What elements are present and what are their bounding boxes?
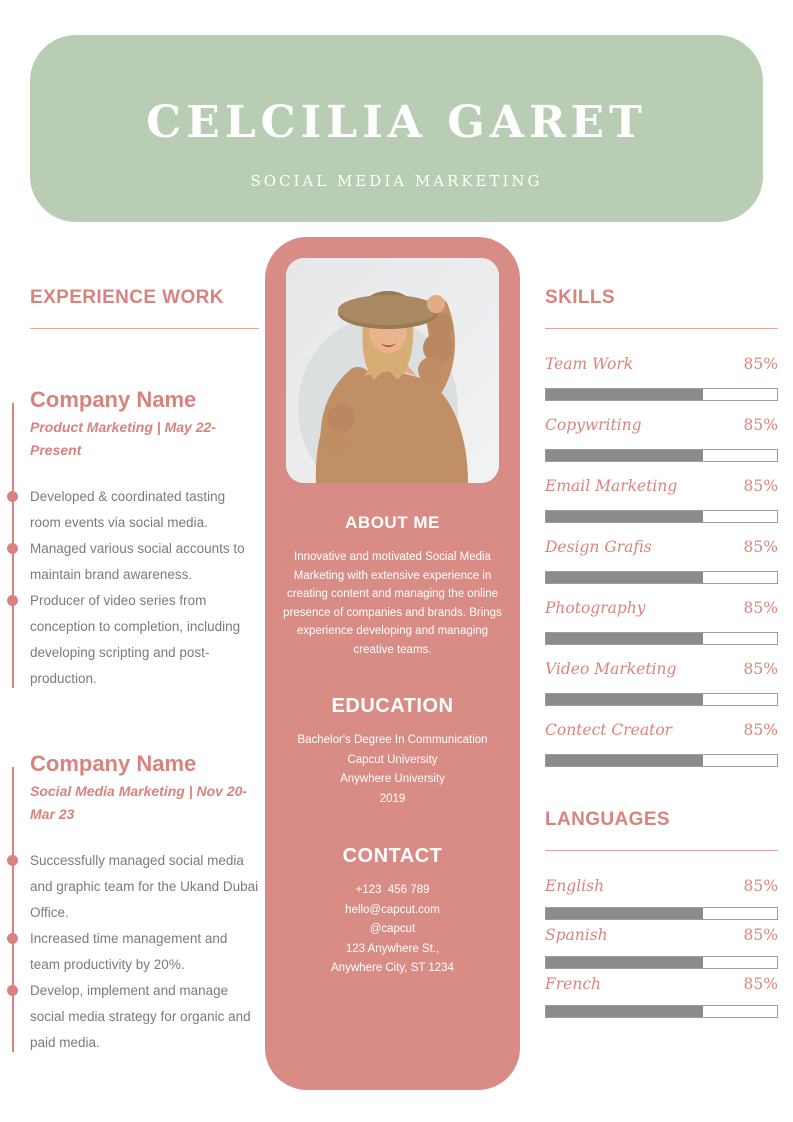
- skills-section: [545, 287, 778, 1024]
- language-percent: 85%: [743, 975, 778, 993]
- language-percent: 85%: [743, 877, 778, 895]
- contact-heading: CONTACT: [342, 845, 443, 867]
- education-school: Capcut University: [347, 753, 438, 766]
- skill-item: [545, 660, 778, 706]
- skill-label: Video Marketing: [545, 660, 677, 678]
- skill-label: Photography: [545, 599, 646, 617]
- job-entry: [30, 387, 259, 692]
- timeline-line: [12, 767, 14, 1052]
- skill-bar-fill: [546, 633, 703, 644]
- skill-bar: [545, 449, 778, 462]
- language-bar: [545, 1005, 778, 1018]
- skill-bar: [545, 388, 778, 401]
- education-school: Anywhere University: [340, 773, 445, 785]
- skill-percent: 85%: [743, 660, 778, 678]
- experience-section: [30, 287, 259, 1056]
- about-text: Innovative and motivated Social Media Marketing with extensive experience in creating content and managing the online presence of companies and brands. Brings experience developing and managing creative teams.: [283, 551, 502, 656]
- language-item: [545, 877, 778, 920]
- skill-item: [545, 721, 778, 767]
- job-bullet: Developed & coordinated tasting room events via social media.: [30, 484, 259, 536]
- contact-handle: @capcut: [369, 923, 416, 935]
- job-bullet: Managed various social accounts to maintain brand awareness.: [30, 536, 259, 588]
- skill-label: Copywriting: [545, 416, 642, 434]
- language-bar-fill: [546, 1006, 703, 1017]
- skill-bar: [545, 693, 778, 706]
- languages-list: [545, 877, 778, 1018]
- language-label: English: [545, 877, 605, 895]
- education-year: 2019: [379, 792, 406, 805]
- job-bullet: Producer of video series from conception to completion, including developing scripting and post-production.: [30, 588, 259, 692]
- language-label: Spanish: [545, 926, 608, 944]
- job-meta: Social Media Marketing | Nov 20-Mar 23: [30, 783, 248, 822]
- skills-heading: SKILLS: [545, 287, 615, 308]
- job-bullet-list: [30, 848, 259, 1056]
- profile-photo: [286, 258, 499, 483]
- contact-email: hello@capcut.com: [345, 903, 440, 916]
- education-details: [265, 731, 520, 809]
- skill-bar-fill: [546, 389, 703, 400]
- language-bar-fill: [546, 908, 703, 919]
- skill-bar-fill: [546, 572, 703, 583]
- language-item: [545, 975, 778, 1018]
- about-heading: ABOUT ME: [345, 513, 440, 532]
- company-name: Company Name: [30, 387, 197, 412]
- skill-bar-fill: [546, 450, 703, 461]
- header-banner: [30, 35, 763, 222]
- languages-heading: LANGUAGES: [545, 809, 670, 830]
- skill-label: Contect Creator: [545, 721, 673, 739]
- profile-panel: [265, 237, 520, 1090]
- skill-percent: 85%: [743, 355, 778, 373]
- language-label: French: [545, 975, 601, 993]
- languages-divider: [545, 850, 778, 851]
- skill-percent: 85%: [743, 599, 778, 617]
- contact-phone: +123 456 789: [355, 884, 430, 896]
- job-bullet: Increased time management and team productivity by 20%.: [30, 926, 259, 978]
- skill-bar: [545, 632, 778, 645]
- job-meta: Product Marketing | May 22-Present: [30, 419, 216, 458]
- language-bar-fill: [546, 957, 703, 968]
- skill-percent: 85%: [743, 416, 778, 434]
- skill-label: Email Marketing: [545, 477, 678, 495]
- person-name: CELCILIA GARET: [146, 97, 647, 148]
- contact-address: Anywhere City, ST 1234: [331, 962, 454, 974]
- skills-divider: [545, 328, 778, 329]
- experience-heading: EXPERIENCE WORK: [30, 287, 224, 308]
- skill-bar-fill: [546, 694, 703, 705]
- job-entry: [30, 751, 259, 1056]
- contact-address: 123 Anywhere St.,: [345, 942, 440, 955]
- skill-percent: 85%: [743, 538, 778, 556]
- skill-label: Design Grafis: [545, 538, 652, 556]
- company-name: Company Name: [30, 751, 197, 776]
- experience-divider: [30, 328, 259, 329]
- skill-bar: [545, 754, 778, 767]
- job-bullet-list: [30, 484, 259, 692]
- skill-percent: 85%: [743, 721, 778, 739]
- portrait-illustration: [286, 258, 499, 483]
- contact-details: [265, 881, 520, 979]
- job-bullet: Develop, implement and manage social media strategy for organic and paid media.: [30, 978, 259, 1056]
- skill-bar: [545, 510, 778, 523]
- skill-item: [545, 416, 778, 462]
- skill-percent: 85%: [743, 477, 778, 495]
- person-subtitle: SOCIAL MEDIA MARKETING: [250, 172, 543, 190]
- job-bullet: Successfully managed social media and graphic team for the Ukand Dubai Office.: [30, 848, 259, 926]
- skills-list: [545, 355, 778, 767]
- education-heading: EDUCATION: [331, 695, 454, 717]
- language-percent: 85%: [743, 926, 778, 944]
- language-bar: [545, 907, 778, 920]
- language-item: [545, 926, 778, 969]
- language-bar: [545, 956, 778, 969]
- skill-item: [545, 355, 778, 401]
- skill-item: [545, 477, 778, 523]
- skill-item: [545, 538, 778, 584]
- skill-item: [545, 599, 778, 645]
- skill-label: Team Work: [545, 355, 634, 373]
- skill-bar-fill: [546, 755, 703, 766]
- skill-bar: [545, 571, 778, 584]
- skill-bar-fill: [546, 511, 703, 522]
- education-degree: Bachelor's Degree In Communication: [297, 734, 488, 746]
